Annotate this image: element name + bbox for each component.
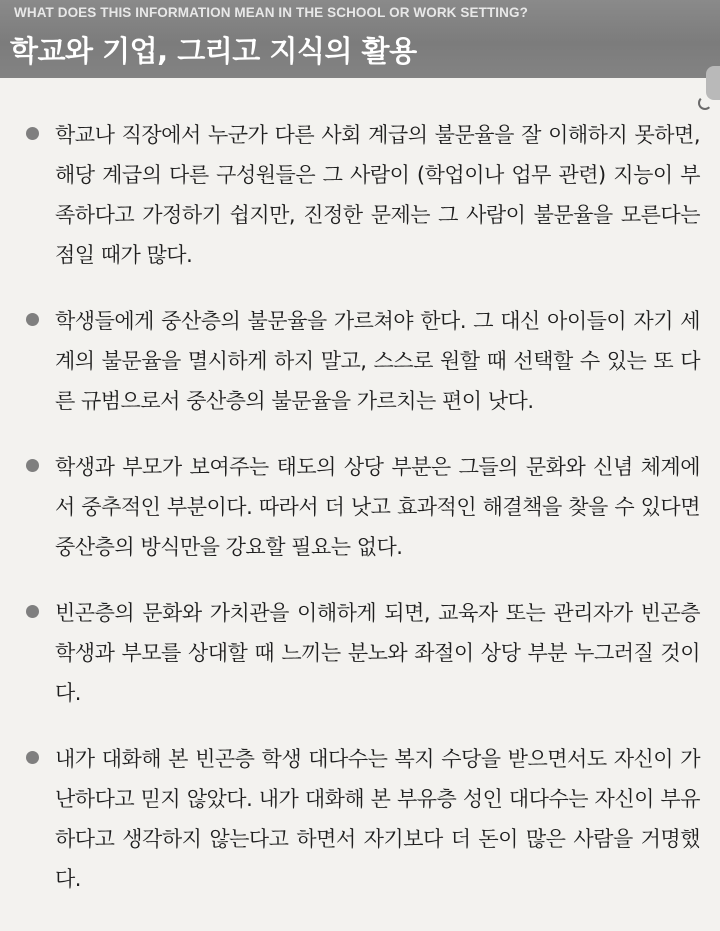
bullet-dot-icon — [26, 459, 39, 472]
bullet-text: 내가 대화해 본 빈곤층 학생 대다수는 복지 수당을 받으면서도 자신이 가난하다고 믿지 않았다. 내가 대화해 본 부유층 성인 대다수는 자신이 부유하다고 생각하지 않는다고 하면서 자기보다 더 돈이 많은 사람을 거명했다. — [55, 747, 700, 891]
page-curl-mark — [698, 96, 712, 110]
bullet-item — [0, 593, 720, 713]
bullet-item — [0, 115, 720, 275]
section-header — [0, 0, 720, 78]
bullet-text: 학생과 부모가 보여주는 태도의 상당 부분은 그들의 문화와 신념 체계에서 중추적인 부분이다. 따라서 더 낫고 효과적인 해결책을 찾을 수 있다면 중산층의 방식만을 강요할 필요는 없다. — [55, 455, 700, 559]
bullet-dot-icon — [26, 605, 39, 618]
section-eyebrow: WHAT DOES THIS INFORMATION MEAN IN THE SCHOOL OR WORK SETTING? — [14, 5, 528, 20]
bullet-item — [0, 447, 720, 567]
bullet-text: 빈곤층의 문화와 가치관을 이해하게 되면, 교육자 또는 관리자가 빈곤층 학생과 부모를 상대할 때 느끼는 분노와 좌절이 상당 부분 누그러질 것이다. — [55, 601, 700, 705]
section-title: 학교와 기업, 그리고 지식의 활용 — [10, 34, 417, 68]
bullet-list — [0, 115, 720, 925]
bullet-dot-icon — [26, 751, 39, 764]
page-tab-mark — [706, 66, 720, 100]
bullet-text: 학생들에게 중산층의 불문율을 가르쳐야 한다. 그 대신 아이들이 자기 세계의 불문율을 멸시하게 하지 말고, 스스로 원할 때 선택할 수 있는 또 다른 규범으로서 중산층의 불문율을 가르치는 편이 낫다. — [55, 309, 700, 413]
bullet-dot-icon — [26, 313, 39, 326]
bullet-item — [0, 739, 720, 899]
bullet-item — [0, 301, 720, 421]
bullet-dot-icon — [26, 127, 39, 140]
bullet-text: 학교나 직장에서 누군가 다른 사회 계급의 불문율을 잘 이해하지 못하면, 해당 계급의 다른 구성원들은 그 사람이 (학업이나 업무 관련) 지능이 부족하다고 가정하기 쉽지만, 진정한 문제는 그 사람이 불문율을 모른다는 점일 때가 많다. — [55, 123, 700, 267]
